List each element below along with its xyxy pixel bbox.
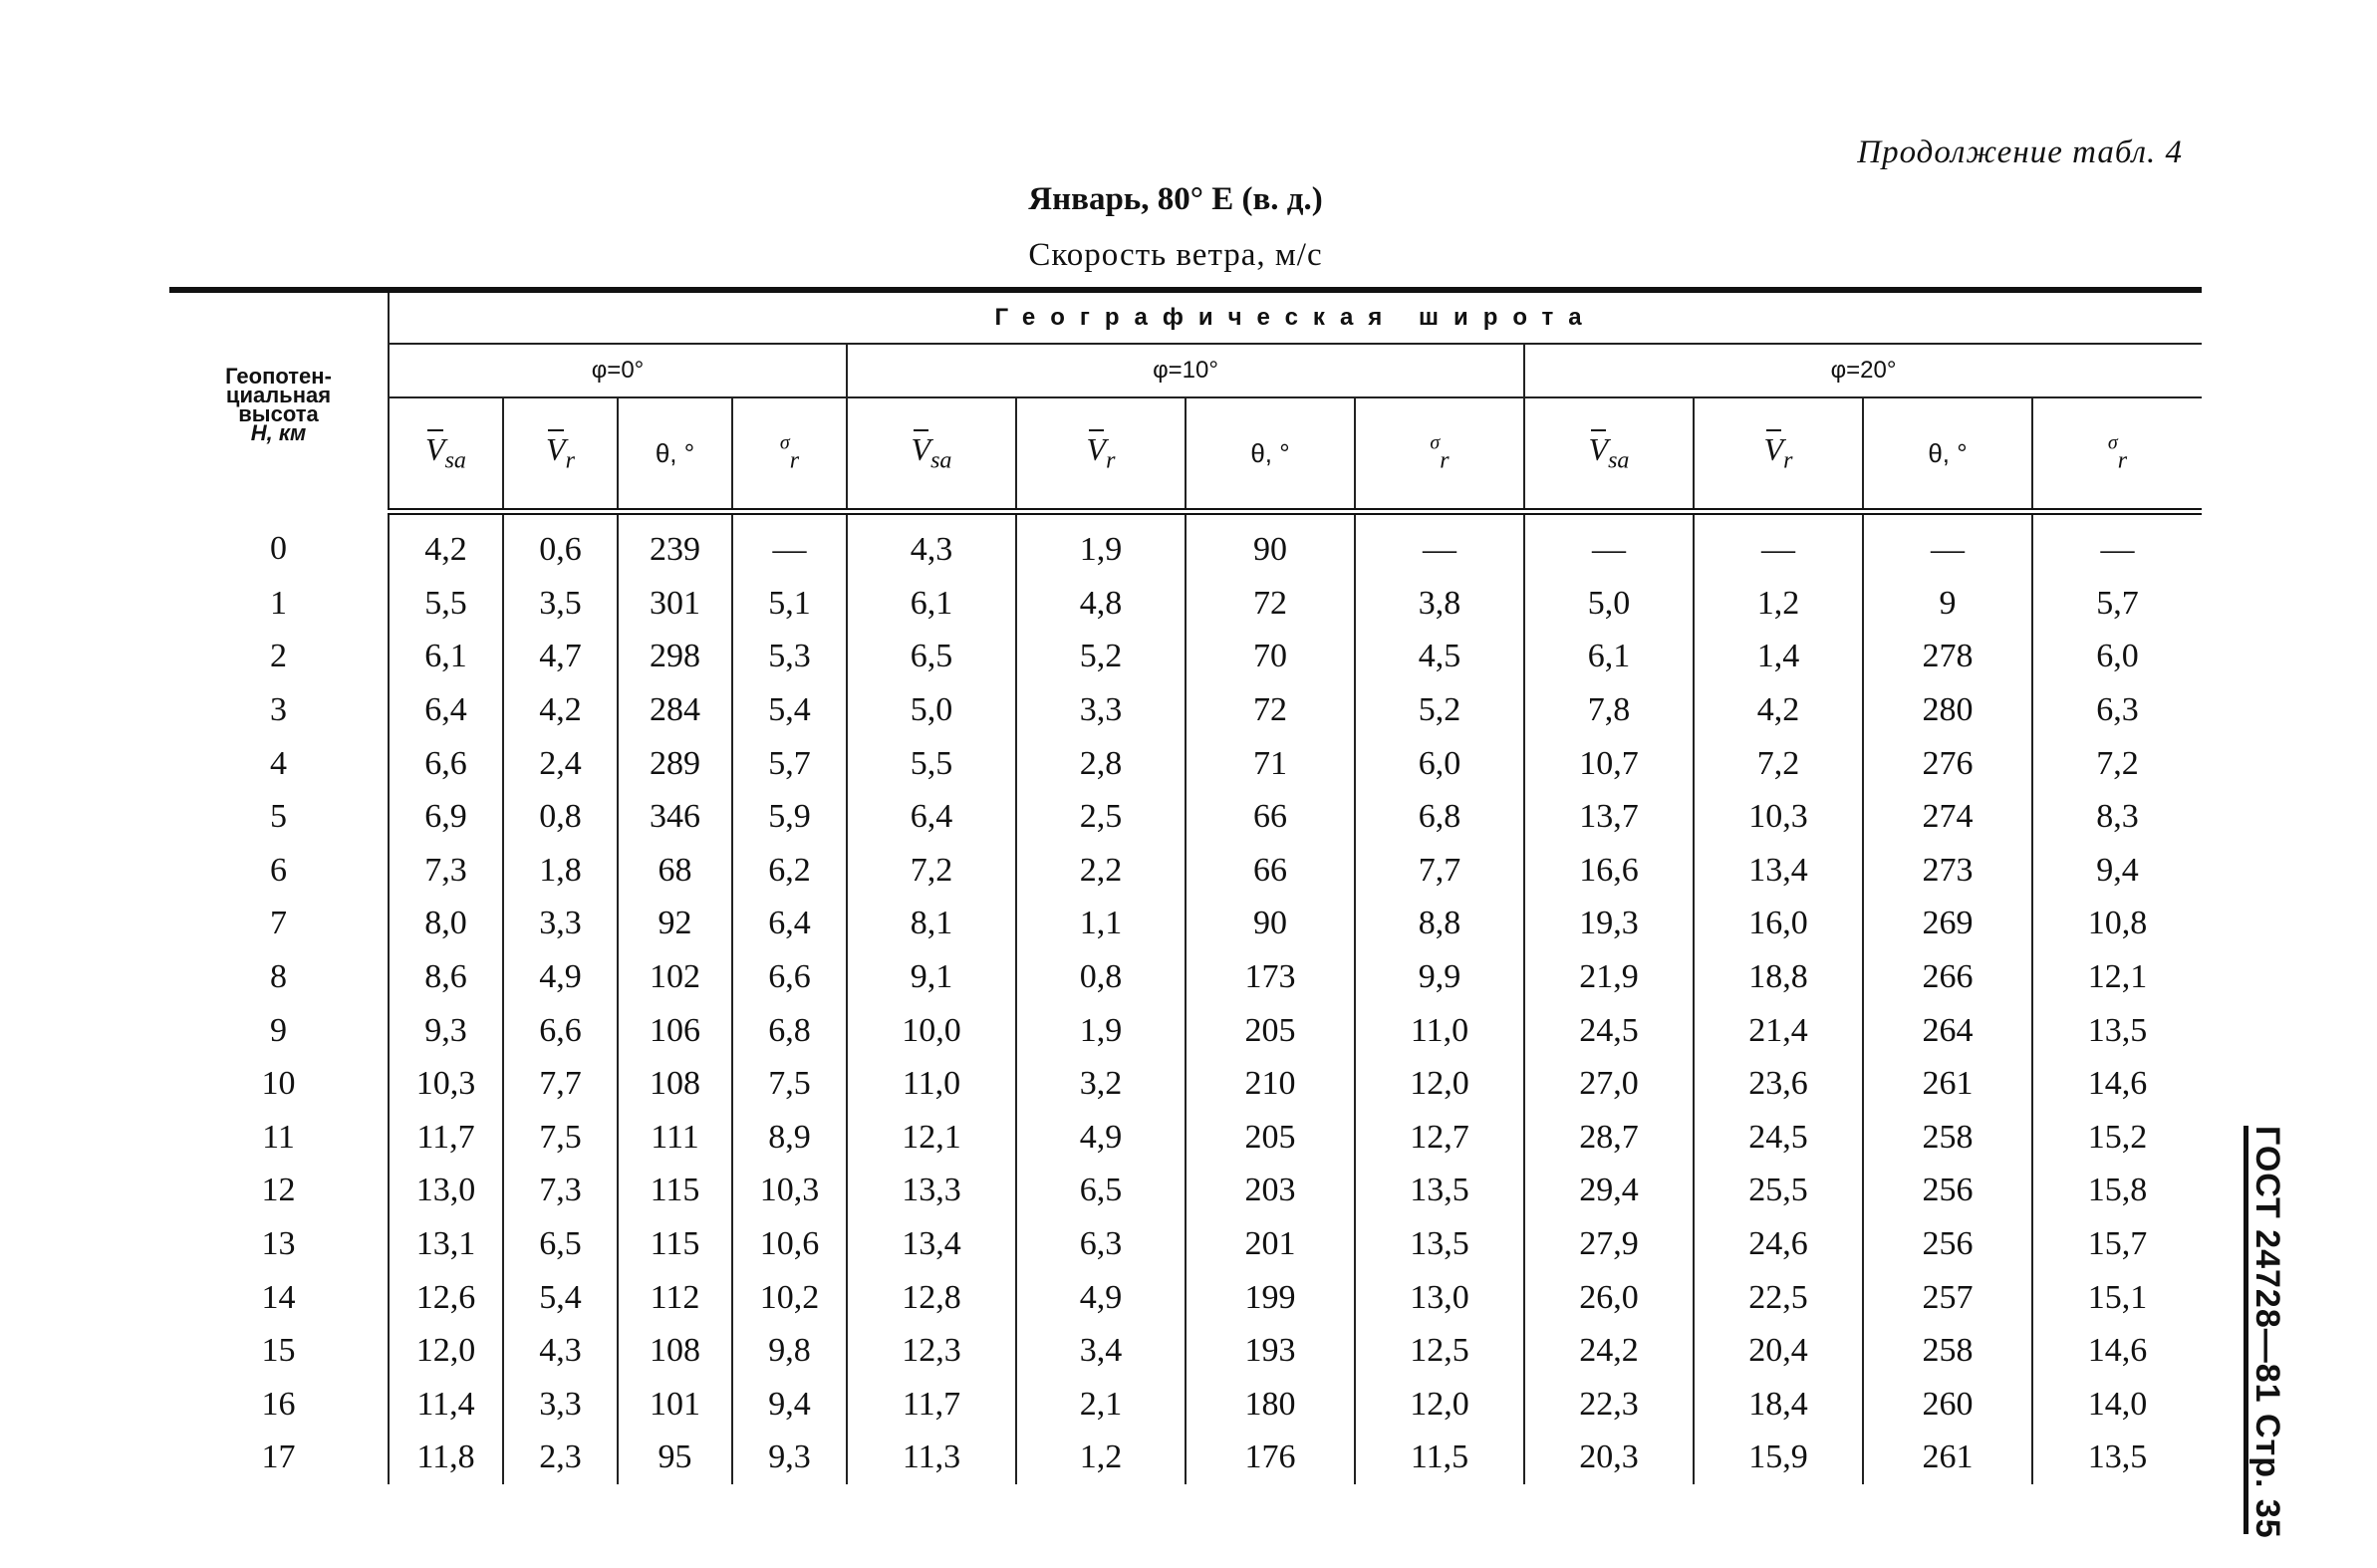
- value-cell: 15,1: [2032, 1270, 2202, 1324]
- value-cell: 10,2: [732, 1270, 847, 1324]
- value-cell: 21,9: [1524, 950, 1694, 1004]
- value-cell: 261: [1863, 1057, 2032, 1111]
- value-cell: 9,1: [847, 950, 1016, 1004]
- value-cell: 16,6: [1524, 844, 1694, 898]
- value-cell: 273: [1863, 844, 2032, 898]
- value-cell: 256: [1863, 1217, 2032, 1271]
- value-cell: 90: [1186, 512, 1355, 577]
- value-cell: 9,9: [1355, 950, 1524, 1004]
- value-cell: 71: [1186, 736, 1355, 790]
- value-cell: 6,0: [2032, 630, 2202, 683]
- value-cell: —: [732, 512, 847, 577]
- value-cell: 18,4: [1694, 1378, 1863, 1432]
- value-cell: 4,2: [1694, 683, 1863, 737]
- value-cell: 12,0: [1355, 1378, 1524, 1432]
- value-cell: 13,7: [1524, 790, 1694, 844]
- value-cell: 7,7: [1355, 844, 1524, 898]
- value-cell: 11,7: [389, 1111, 503, 1165]
- value-cell: 4,2: [503, 683, 618, 737]
- value-cell: 173: [1186, 950, 1355, 1004]
- value-cell: 10,7: [1524, 736, 1694, 790]
- value-cell: 24,2: [1524, 1324, 1694, 1378]
- value-cell: —: [2032, 512, 2202, 577]
- value-cell: 8,8: [1355, 897, 1524, 950]
- value-cell: 12,1: [847, 1111, 1016, 1165]
- table-row: [169, 630, 2202, 683]
- value-cell: 5,5: [847, 736, 1016, 790]
- value-cell: 13,5: [1355, 1164, 1524, 1217]
- value-cell: 3,2: [1016, 1057, 1186, 1111]
- gost-page-number: ГОСТ 24728—81 Стр. 35: [2248, 1126, 2286, 1539]
- height-cell: 5: [270, 798, 287, 836]
- value-cell: —: [1355, 512, 1524, 577]
- value-cell: 6,0: [1355, 736, 1524, 790]
- value-cell: 257: [1863, 1270, 2032, 1324]
- value-cell: 10,3: [389, 1057, 503, 1111]
- value-cell: 2,1: [1016, 1378, 1186, 1432]
- value-cell: 14,6: [2032, 1324, 2202, 1378]
- value-cell: 10,0: [847, 1003, 1016, 1057]
- value-cell: 2,4: [503, 736, 618, 790]
- value-cell: 3,4: [1016, 1324, 1186, 1378]
- value-cell: 6,6: [732, 950, 847, 1004]
- value-cell: 6,1: [1524, 630, 1694, 683]
- table-row: [169, 1324, 2202, 1378]
- value-cell: 301: [618, 577, 732, 631]
- column-header-vsa: $V_{sa}$: [847, 397, 1016, 512]
- value-cell: 258: [1863, 1111, 2032, 1165]
- height-cell: 13: [261, 1225, 296, 1263]
- value-cell: 284: [618, 683, 732, 737]
- value-cell: 1,9: [1016, 1003, 1186, 1057]
- value-cell: 11,4: [389, 1378, 503, 1432]
- value-cell: 11,7: [847, 1378, 1016, 1432]
- value-cell: 90: [1186, 897, 1355, 950]
- table-row: [169, 1270, 2202, 1324]
- value-cell: 8,6: [389, 950, 503, 1004]
- table-row: [169, 683, 2202, 737]
- value-cell: 5,7: [732, 736, 847, 790]
- value-cell: 24,5: [1524, 1003, 1694, 1057]
- value-cell: 4,8: [1016, 577, 1186, 631]
- corner-label-line: H, км: [250, 420, 307, 446]
- value-cell: 13,4: [847, 1217, 1016, 1271]
- value-cell: 20,3: [1524, 1431, 1694, 1484]
- value-cell: 14,6: [2032, 1057, 2202, 1111]
- value-cell: 4,2: [389, 512, 503, 577]
- value-cell: 7,7: [503, 1057, 618, 1111]
- value-cell: 115: [618, 1164, 732, 1217]
- value-cell: 6,2: [732, 844, 847, 898]
- value-cell: 28,7: [1524, 1111, 1694, 1165]
- value-cell: 8,9: [732, 1111, 847, 1165]
- value-cell: 261: [1863, 1431, 2032, 1484]
- latitude-group-header: Географическая широта: [389, 290, 2202, 344]
- column-header-sigma: $^\sigma_r$: [1355, 397, 1524, 512]
- value-cell: 280: [1863, 683, 2032, 737]
- height-cell: 17: [261, 1438, 296, 1476]
- value-cell: 11,5: [1355, 1431, 1524, 1484]
- table-row: [169, 1057, 2202, 1111]
- value-cell: 205: [1186, 1003, 1355, 1057]
- value-cell: 12,7: [1355, 1111, 1524, 1165]
- value-cell: 95: [618, 1431, 732, 1484]
- value-cell: 5,7: [2032, 577, 2202, 631]
- corner-label-line: высота: [238, 401, 319, 427]
- table-title: Январь, 80° Е (в. д.): [1028, 181, 1323, 217]
- value-cell: 258: [1863, 1324, 2032, 1378]
- value-cell: 9,8: [732, 1324, 847, 1378]
- value-cell: 9,4: [2032, 844, 2202, 898]
- value-cell: 5,9: [732, 790, 847, 844]
- value-cell: 6,5: [503, 1217, 618, 1271]
- value-cell: 66: [1186, 844, 1355, 898]
- value-cell: 5,5: [389, 577, 503, 631]
- value-cell: 4,9: [1016, 1111, 1186, 1165]
- value-cell: 25,5: [1694, 1164, 1863, 1217]
- value-cell: 15,9: [1694, 1431, 1863, 1484]
- value-cell: 289: [618, 736, 732, 790]
- table-row: [169, 897, 2202, 950]
- height-cell: 3: [270, 691, 287, 729]
- value-cell: 108: [618, 1324, 732, 1378]
- value-cell: 15,7: [2032, 1217, 2202, 1271]
- value-cell: 6,4: [847, 790, 1016, 844]
- value-cell: 6,8: [732, 1003, 847, 1057]
- value-cell: 0,8: [503, 790, 618, 844]
- value-cell: 1,8: [503, 844, 618, 898]
- value-cell: 8,1: [847, 897, 1016, 950]
- value-cell: 239: [618, 512, 732, 577]
- page-side-label: [2244, 1126, 2296, 1539]
- value-cell: 72: [1186, 577, 1355, 631]
- value-cell: 298: [618, 630, 732, 683]
- height-cell: 15: [261, 1332, 296, 1370]
- height-cell: 4: [270, 744, 287, 782]
- value-cell: 9: [1863, 577, 2032, 631]
- value-cell: 5,2: [1355, 683, 1524, 737]
- value-cell: 1,9: [1016, 512, 1186, 577]
- continuation-note: Продолжение табл. 4: [1857, 134, 2183, 170]
- table-row: [169, 1217, 2202, 1271]
- column-header-vr: $V_r$: [1694, 397, 1863, 512]
- value-cell: 3,5: [503, 577, 618, 631]
- table-row: [169, 1003, 2202, 1057]
- height-cell: 11: [262, 1118, 295, 1156]
- value-cell: 205: [1186, 1111, 1355, 1165]
- value-cell: 13,4: [1694, 844, 1863, 898]
- value-cell: 3,3: [503, 897, 618, 950]
- value-cell: 12,1: [2032, 950, 2202, 1004]
- value-cell: 4,5: [1355, 630, 1524, 683]
- value-cell: 111: [618, 1111, 732, 1165]
- value-cell: 269: [1863, 897, 2032, 950]
- value-cell: 8,3: [2032, 790, 2202, 844]
- value-cell: 7,8: [1524, 683, 1694, 737]
- value-cell: 2,2: [1016, 844, 1186, 898]
- value-cell: 13,5: [2032, 1003, 2202, 1057]
- value-cell: 2,3: [503, 1431, 618, 1484]
- value-cell: 68: [618, 844, 732, 898]
- column-header-theta: θ, °: [1863, 397, 2032, 512]
- table-row: [169, 1164, 2202, 1217]
- value-cell: 108: [618, 1057, 732, 1111]
- table-row: [169, 1431, 2202, 1484]
- value-cell: 4,7: [503, 630, 618, 683]
- value-cell: 12,0: [389, 1324, 503, 1378]
- corner-label-line: циальная: [225, 383, 332, 408]
- value-cell: 29,4: [1524, 1164, 1694, 1217]
- value-cell: 4,3: [503, 1324, 618, 1378]
- value-cell: 24,6: [1694, 1217, 1863, 1271]
- height-cell: 9: [270, 1011, 287, 1049]
- value-cell: 13,0: [1355, 1270, 1524, 1324]
- value-cell: 180: [1186, 1378, 1355, 1432]
- value-cell: 3,3: [1016, 683, 1186, 737]
- height-cell: 6: [270, 851, 287, 889]
- value-cell: 13,5: [2032, 1431, 2202, 1484]
- height-cell: 7: [270, 905, 287, 942]
- height-cell: 0: [270, 529, 287, 567]
- value-cell: 22,3: [1524, 1378, 1694, 1432]
- table-row: [169, 736, 2202, 790]
- value-cell: 13,1: [389, 1217, 503, 1271]
- column-header-sigma: $^\sigma_r$: [732, 397, 847, 512]
- table-row: [169, 1111, 2202, 1165]
- value-cell: 1,2: [1694, 577, 1863, 631]
- value-cell: 274: [1863, 790, 2032, 844]
- value-cell: 6,1: [847, 577, 1016, 631]
- value-cell: 1,4: [1694, 630, 1863, 683]
- latitude-10-header: φ=10°: [847, 344, 1524, 397]
- value-cell: 10,3: [1694, 790, 1863, 844]
- latitude-20-header: φ=20°: [1524, 344, 2202, 397]
- value-cell: 5,0: [1524, 577, 1694, 631]
- value-cell: —: [1524, 512, 1694, 577]
- value-cell: 11,0: [847, 1057, 1016, 1111]
- table-row: [169, 577, 2202, 631]
- value-cell: 3,8: [1355, 577, 1524, 631]
- value-cell: 24,5: [1694, 1111, 1863, 1165]
- column-header-vr: $V_r$: [503, 397, 618, 512]
- value-cell: 201: [1186, 1217, 1355, 1271]
- column-header-vsa: $V_{sa}$: [1524, 397, 1694, 512]
- value-cell: 22,5: [1694, 1270, 1863, 1324]
- value-cell: 7,5: [503, 1111, 618, 1165]
- value-cell: 20,4: [1694, 1324, 1863, 1378]
- value-cell: 5,0: [847, 683, 1016, 737]
- corner-label-line: Геопотен-: [225, 364, 332, 390]
- value-cell: 3,3: [503, 1378, 618, 1432]
- value-cell: 6,4: [732, 897, 847, 950]
- value-cell: 19,3: [1524, 897, 1694, 950]
- value-cell: 14,0: [2032, 1378, 2202, 1432]
- value-cell: 7,2: [2032, 736, 2202, 790]
- value-cell: 13,5: [1355, 1217, 1524, 1271]
- column-header-theta: θ, °: [1186, 397, 1355, 512]
- value-cell: 9,4: [732, 1378, 847, 1432]
- value-cell: 66: [1186, 790, 1355, 844]
- value-cell: 6,1: [389, 630, 503, 683]
- column-header-vsa: $V_{sa}$: [389, 397, 503, 512]
- table-row: [169, 790, 2202, 844]
- value-cell: 6,5: [1016, 1164, 1186, 1217]
- height-column-header: [169, 290, 389, 512]
- value-cell: 13,3: [847, 1164, 1016, 1217]
- value-cell: 5,4: [503, 1270, 618, 1324]
- value-cell: 102: [618, 950, 732, 1004]
- value-cell: 6,8: [1355, 790, 1524, 844]
- value-cell: 70: [1186, 630, 1355, 683]
- value-cell: 4,3: [847, 512, 1016, 577]
- value-cell: 7,3: [389, 844, 503, 898]
- value-cell: 106: [618, 1003, 732, 1057]
- value-cell: 15,2: [2032, 1111, 2202, 1165]
- value-cell: 5,2: [1016, 630, 1186, 683]
- table-row: [169, 1378, 2202, 1432]
- value-cell: 10,6: [732, 1217, 847, 1271]
- value-cell: 12,6: [389, 1270, 503, 1324]
- value-cell: 4,9: [1016, 1270, 1186, 1324]
- value-cell: 9,3: [732, 1431, 847, 1484]
- value-cell: 101: [618, 1378, 732, 1432]
- value-cell: 2,8: [1016, 736, 1186, 790]
- value-cell: 15,8: [2032, 1164, 2202, 1217]
- value-cell: 5,4: [732, 683, 847, 737]
- value-cell: 203: [1186, 1164, 1355, 1217]
- value-cell: 1,1: [1016, 897, 1186, 950]
- value-cell: 5,1: [732, 577, 847, 631]
- value-cell: 92: [618, 897, 732, 950]
- value-cell: 72: [1186, 683, 1355, 737]
- value-cell: 266: [1863, 950, 2032, 1004]
- value-cell: 10,3: [732, 1164, 847, 1217]
- value-cell: —: [1863, 512, 2032, 577]
- value-cell: 256: [1863, 1164, 2032, 1217]
- value-cell: 1,2: [1016, 1431, 1186, 1484]
- table-row: [169, 950, 2202, 1004]
- value-cell: 27,9: [1524, 1217, 1694, 1271]
- value-cell: 0,6: [503, 512, 618, 577]
- height-cell: 1: [270, 584, 287, 622]
- value-cell: 6,3: [2032, 683, 2202, 737]
- value-cell: 264: [1863, 1003, 2032, 1057]
- latitude-0-header: φ=0°: [389, 344, 847, 397]
- height-cell: 16: [261, 1385, 296, 1423]
- height-cell: 2: [270, 638, 287, 675]
- value-cell: 7,3: [503, 1164, 618, 1217]
- value-cell: 2,5: [1016, 790, 1186, 844]
- table-row: [169, 844, 2202, 898]
- column-header-vr: $V_r$: [1016, 397, 1186, 512]
- value-cell: 260: [1863, 1378, 2032, 1432]
- value-cell: 6,6: [503, 1003, 618, 1057]
- column-header-sigma: $^\sigma_r$: [2032, 397, 2202, 512]
- value-cell: 115: [618, 1217, 732, 1271]
- value-cell: 6,4: [389, 683, 503, 737]
- value-cell: 9,3: [389, 1003, 503, 1057]
- value-cell: 176: [1186, 1431, 1355, 1484]
- value-cell: 11,0: [1355, 1003, 1524, 1057]
- wind-speed-table: [169, 287, 2202, 1484]
- value-cell: 12,5: [1355, 1324, 1524, 1378]
- value-cell: 7,5: [732, 1057, 847, 1111]
- value-cell: 11,3: [847, 1431, 1016, 1484]
- value-cell: 10,8: [2032, 897, 2202, 950]
- value-cell: 6,3: [1016, 1217, 1186, 1271]
- value-cell: 13,0: [389, 1164, 503, 1217]
- value-cell: 6,6: [389, 736, 503, 790]
- value-cell: 21,4: [1694, 1003, 1863, 1057]
- column-header-theta: θ, °: [618, 397, 732, 512]
- value-cell: 27,0: [1524, 1057, 1694, 1111]
- value-cell: 26,0: [1524, 1270, 1694, 1324]
- value-cell: 112: [618, 1270, 732, 1324]
- value-cell: 11,8: [389, 1431, 503, 1484]
- value-cell: 8,0: [389, 897, 503, 950]
- value-cell: 6,5: [847, 630, 1016, 683]
- value-cell: 0,8: [1016, 950, 1186, 1004]
- height-cell: 12: [261, 1172, 296, 1209]
- value-cell: 7,2: [1694, 736, 1863, 790]
- value-cell: —: [1694, 512, 1863, 577]
- value-cell: 210: [1186, 1057, 1355, 1111]
- table-row: [169, 512, 2202, 577]
- value-cell: 12,3: [847, 1324, 1016, 1378]
- value-cell: 5,3: [732, 630, 847, 683]
- value-cell: 346: [618, 790, 732, 844]
- height-cell: 8: [270, 958, 287, 996]
- value-cell: 199: [1186, 1270, 1355, 1324]
- value-cell: 12,8: [847, 1270, 1016, 1324]
- value-cell: 4,9: [503, 950, 618, 1004]
- value-cell: 16,0: [1694, 897, 1863, 950]
- value-cell: 23,6: [1694, 1057, 1863, 1111]
- value-cell: 6,9: [389, 790, 503, 844]
- value-cell: 276: [1863, 736, 2032, 790]
- value-cell: 7,2: [847, 844, 1016, 898]
- value-cell: 18,8: [1694, 950, 1863, 1004]
- table-body: [169, 512, 2202, 1484]
- table-subtitle: Скорость ветра, м/с: [1028, 237, 1323, 273]
- height-cell: 10: [261, 1065, 296, 1103]
- value-cell: 193: [1186, 1324, 1355, 1378]
- height-cell: 14: [261, 1278, 296, 1316]
- value-cell: 12,0: [1355, 1057, 1524, 1111]
- value-cell: 278: [1863, 630, 2032, 683]
